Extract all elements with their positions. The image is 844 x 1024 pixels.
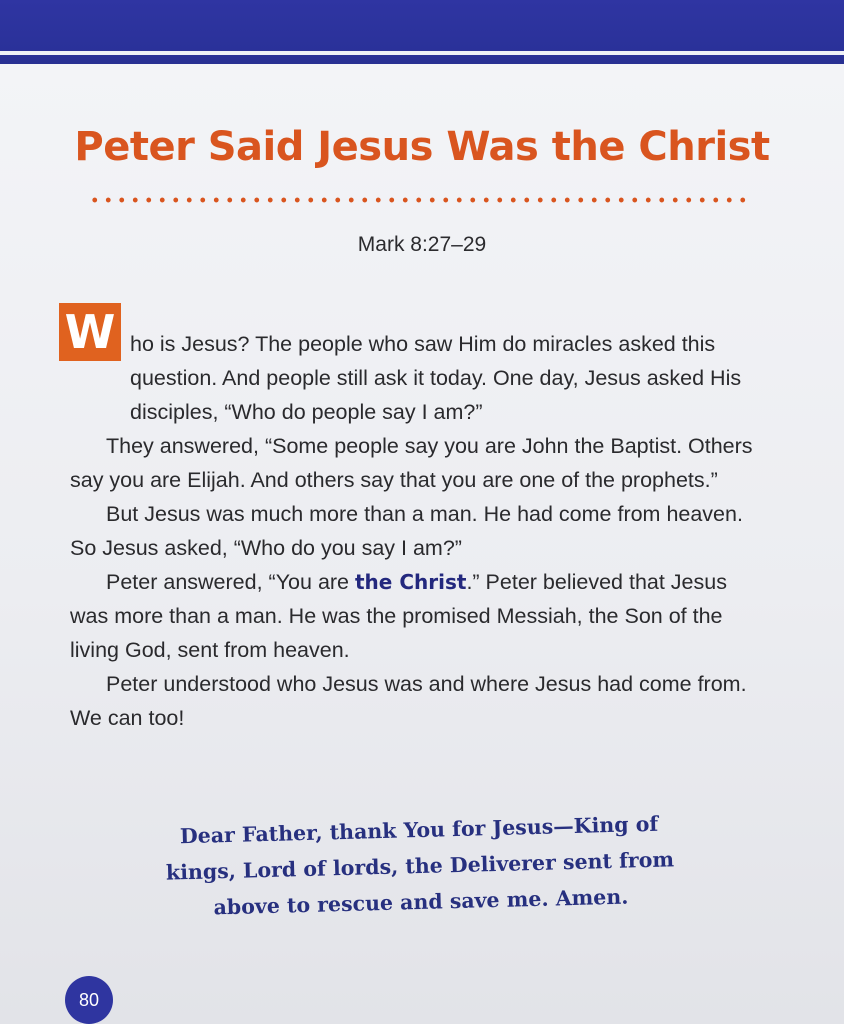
title-dotted-divider xyxy=(88,196,750,204)
story-text xyxy=(70,327,770,735)
top-band-divider xyxy=(0,51,844,55)
page-title: Peter Said Jesus Was the Christ xyxy=(74,124,770,170)
paragraph-1: ho is Jesus? The people who saw Him do miracles asked this question. And people still ask it today. One day, Jesus asked His disciples, “Who do people say I am?” xyxy=(130,332,742,424)
paragraph-5: Peter understood who Jesus was and where Jesus had come from. We can too! xyxy=(70,672,747,730)
scripture-reference: Mark 8:27–29 xyxy=(357,233,487,256)
paragraph-4-end: .” Peter believed that Jesus was more than a man. He was the promised Messiah, the Son of the living God, sent from heaven. xyxy=(70,570,727,662)
paragraph-4 xyxy=(70,565,770,667)
paragraph-2: They answered, “Some people say you are John the Baptist. Others say you are Elijah. And others say that you are one of the prophets.” xyxy=(70,434,753,492)
page-number-badge: 80 xyxy=(65,976,113,1024)
highlight-the-christ: the Christ xyxy=(355,570,467,594)
paragraph-4-start: Peter answered, “You are xyxy=(106,570,355,594)
drop-cap: W xyxy=(59,303,121,361)
paragraph-3: But Jesus was much more than a man. He had come from heaven. So Jesus asked, “Who do you say I am?” xyxy=(70,502,743,560)
prayer: Dear Father, thank You for Jesus—King of kings, Lord of lords, the Deliverer sent from above to rescue and save me. Amen. xyxy=(165,811,675,920)
